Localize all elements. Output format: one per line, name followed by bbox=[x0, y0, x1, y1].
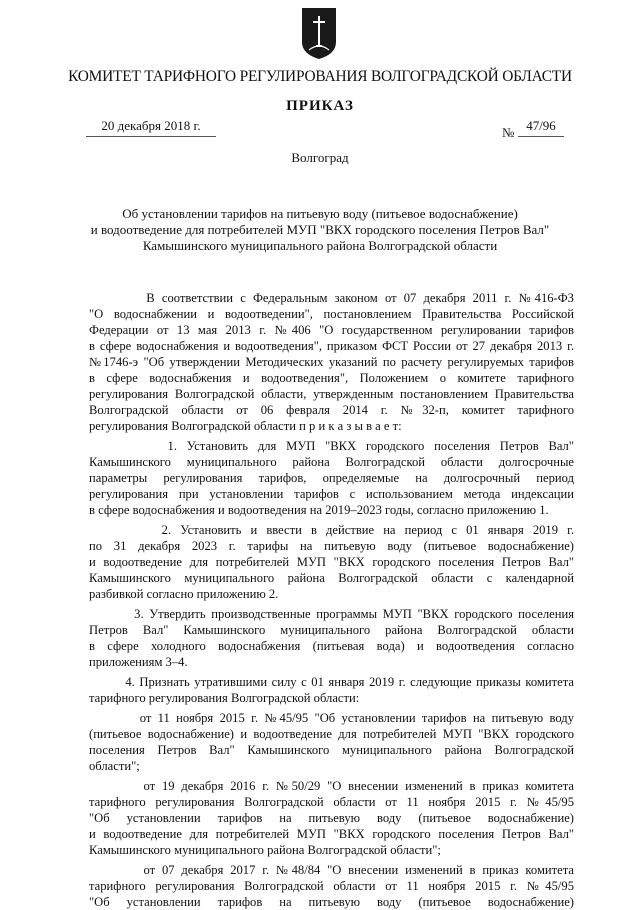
volgograd-coat-of-arms-icon bbox=[300, 6, 338, 60]
body-line: Петров Вал" Камышинского муниципального района Волгоградской области bbox=[89, 623, 574, 637]
body-line: Камышинского муниципального района Волгоградской области долгосрочные bbox=[89, 455, 574, 469]
body-line: Федерации от 13 мая 2013 г. №406 "О государственном регулировании тарифов bbox=[89, 323, 574, 337]
subject-line: Об установлении тарифов на питьевую воду (питьевое водоснабжение) bbox=[122, 206, 518, 221]
body-line: тарифного регулирования Волгоградской области от 11 ноября 2015 г. №45/95 bbox=[89, 879, 574, 893]
document-date: 20 декабря 2018 г. bbox=[86, 118, 216, 137]
body-line: разбивкой согласно приложению 2. bbox=[89, 587, 279, 601]
body-line: 4. Признать утратившими силу с 01 января 2019 г. следующие приказы комитета bbox=[89, 675, 574, 689]
document-body bbox=[89, 290, 574, 910]
subject-line: и водоотведение для потребителей МУП "ВКХ городского поселения Петров Вал" bbox=[90, 222, 550, 237]
body-line: по 31 декабря 2023 г. тарифы на питьевую воду (питьевое водоснабжение) bbox=[89, 539, 574, 553]
body-line: в сфере водоснабжения и водоотведения", Положением о комитете тарифного bbox=[89, 371, 574, 385]
body-line: области"; bbox=[89, 759, 140, 773]
body-line: тарифного регулирования Волгоградской области от 11 ноября 2015 г. №45/95 bbox=[89, 795, 574, 809]
body-line: от 19 декабря 2016 г. №50/29 "О внесении изменений в приказ комитета bbox=[89, 779, 574, 793]
body-line: от 11 ноября 2015 г. №45/95 "Об установлении тарифов на питьевую воду bbox=[89, 711, 574, 725]
body-line: (питьевое водоснабжение) и водоотведение для потребителей МУП "ВКХ городского bbox=[89, 727, 574, 741]
body-line: регулирования Волгоградской области, утвержденным постановлением Правительства bbox=[89, 387, 574, 401]
body-line: 3. Утвердить производственные программы МУП "ВКХ городского поселения bbox=[89, 607, 574, 621]
body-line: в сфере водоснабжения и водоотведения на 2019–2023 годы, согласно приложению 1. bbox=[89, 503, 549, 517]
body-line: параметры регулирования тарифов, определяемые на долгосрочный период bbox=[89, 471, 574, 485]
city: Волгоград bbox=[291, 150, 349, 165]
body-line: "О водоснабжении и водоотведении", постановлением Правительства Российской bbox=[89, 307, 574, 321]
body-line: Волгоградской области от 06 февраля 2014 г. №32-п, комитет тарифного bbox=[89, 403, 574, 417]
body-line: и водоотведение для потребителей МУП "ВКХ городского поселения Петров Вал" bbox=[89, 827, 574, 841]
body-line: регулирования Волгоградской области п р и к а з ы в а е т: bbox=[89, 419, 402, 433]
committee-name: КОМИТЕТ ТАРИФНОГО РЕГУЛИРОВАНИЯ ВОЛГОГРАДСКОЙ ОБЛАСТИ bbox=[68, 68, 572, 85]
body-line: и водоотведение для потребителей МУП "ВКХ городского поселения Петров Вал" bbox=[89, 555, 574, 569]
subject-line: Камышинского муниципального района Волгоградской области bbox=[142, 238, 498, 253]
body-line: Камышинского муниципального района Волгоградской области с календарной bbox=[89, 571, 574, 585]
document-subject bbox=[80, 206, 560, 254]
number-label: № bbox=[502, 125, 515, 140]
body-line: 1. Установить для МУП "ВКХ городского поселения Петров Вал" bbox=[89, 439, 574, 453]
body-line: 2. Установить и ввести в действие на период с 01 января 2019 г. bbox=[89, 523, 574, 537]
body-line: в сфере холодного водоснабжения (питьевая вода) и водоотведения согласно bbox=[89, 639, 574, 653]
body-line: в сфере водоснабжения и водоотведения", приказом ФСТ России от 27 декабря 2013 г. bbox=[89, 339, 574, 353]
document-type: ПРИКАЗ bbox=[286, 98, 354, 114]
body-line: приложениям 3–4. bbox=[89, 655, 188, 669]
body-line: от 07 декабря 2017 г. №48/84 "О внесении изменений в приказ комитета bbox=[89, 863, 574, 877]
body-line: Камышинского муниципального района Волгоградской области"; bbox=[89, 843, 441, 857]
body-line: №1746-э "Об утверждении Методических указаний по расчету регулируемых тарифов bbox=[89, 355, 574, 369]
body-line: "Об установлении тарифов на питьевую воду (питьевое водоснабжение) bbox=[89, 811, 574, 825]
document-number: 47/96 bbox=[518, 118, 564, 137]
body-line: поселения Петров Вал" Камышинского муниципального района Волгоградской bbox=[89, 743, 574, 757]
body-line: тарифного регулирования Волгоградской области: bbox=[89, 691, 360, 705]
body-line: В соответствии с Федеральным законом от 07 декабря 2011 г. №416-ФЗ bbox=[89, 291, 574, 305]
body-line: "Об установлении тарифов на питьевую воду (питьевое водоснабжение) bbox=[89, 895, 574, 909]
body-line: регулирования при установлении тарифов с использованием метода индексации bbox=[89, 487, 574, 501]
